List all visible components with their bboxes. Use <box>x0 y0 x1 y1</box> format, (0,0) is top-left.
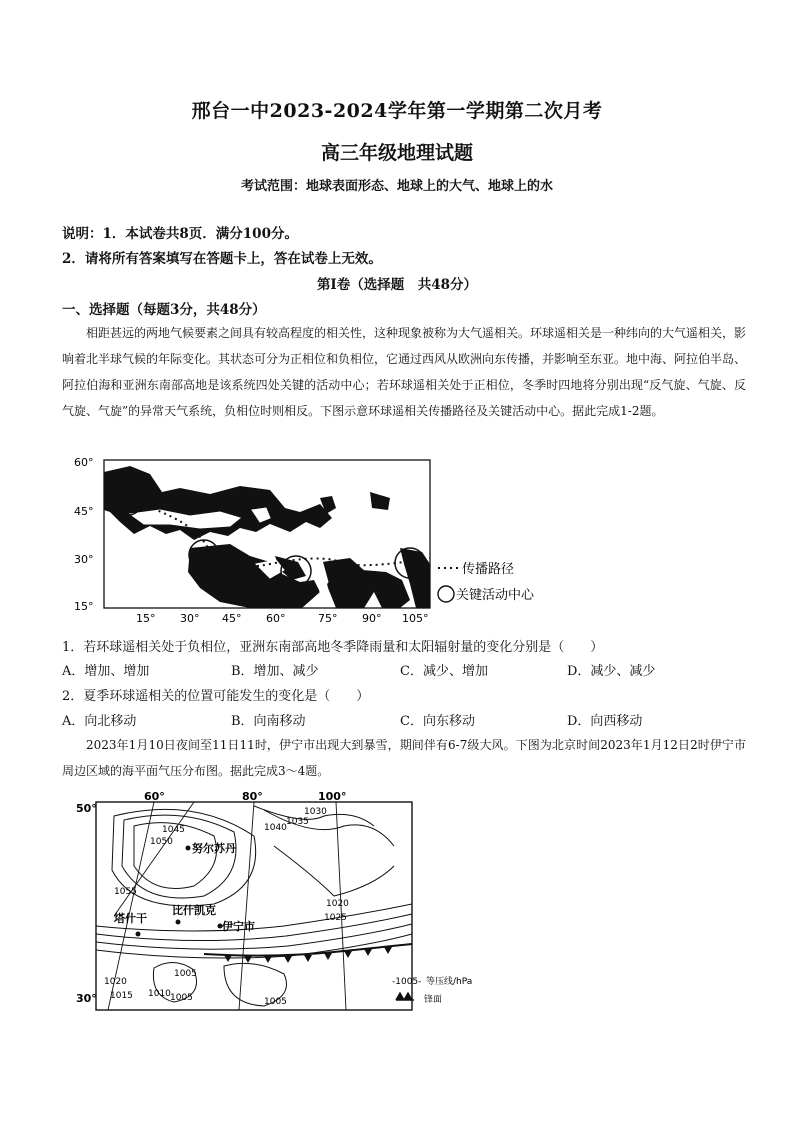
isobar-label: 1045 <box>162 825 185 835</box>
question-2: 2．夏季环球遥相关的位置可能发生的变化是（ ） <box>62 689 370 704</box>
legend-center-symbol <box>438 586 454 602</box>
isobar-label: 1020 <box>326 899 349 909</box>
pressure-map <box>74 786 484 1018</box>
place-bishkek: 比什凯克 <box>172 904 216 917</box>
map1-lon-label: 30° <box>180 612 200 625</box>
isobar-label: 1005 <box>170 993 193 1003</box>
exam-scope: 考试范围：地球表面形态、地球上的大气、地球上的水 <box>240 179 553 194</box>
nur-sultan-dot <box>186 846 191 851</box>
note-2: 2．请将所有答案填写在答题卡上，答在试卷上无效。 <box>62 251 382 267</box>
isobar-label: 1055 <box>114 887 137 897</box>
q1-option-a[interactable]: A．增加、增加 <box>62 664 150 679</box>
note-1: 说明：1．本试卷共8页．满分100分。 <box>62 226 298 242</box>
map1-lon-label: 105° <box>402 612 429 625</box>
map2-lat-label: 30° <box>76 992 97 1005</box>
passage-1: 相距甚远的两地气候要素之间具有较高程度的相关性，这种现象被称为大气遥相关。环球遥相关是一种纬向的大气遥相关，影响着北半球气候的年际变化。其状态可分为正相位和负相位，它通过西风从欧洲向东传播，并影响至东亚。地中海、阿拉伯半岛、阿拉伯海和亚洲东南部高地是该系统四处关键的活动中心；若环球遥相关处于正相位，冬季时四地将分别出现“反气旋、气旋、反气旋、气旋”的异常天气系统，负相位时则相反。下图示意环球遥相关传播路径及关键活动中心。据此完成1-2题。 <box>62 326 747 418</box>
isobar-label: 1015 <box>110 991 133 1001</box>
map1-lon-label: 90° <box>362 612 382 625</box>
place-tashkent: 塔什干 <box>114 912 147 925</box>
isobar-label: 1025 <box>324 913 347 923</box>
isobar-label: 1005 <box>264 997 287 1007</box>
legend-isobar-value: -1005- <box>392 977 422 987</box>
bishkek-dot <box>176 920 181 925</box>
map1-lon-label: 45° <box>222 612 242 625</box>
legend-isobar-label: 等压线/hPa <box>426 977 473 987</box>
q1-option-b[interactable]: B．增加、减少 <box>231 664 319 679</box>
passage-2: 2023年1月10日夜间至11日11时，伊宁市出现大到暴雪，期间伴有6-7级大风。下图为北京时间2023年1月12日2时伊宁市周边区域的海平面气压分布图。据此完成3～4题。 <box>62 738 746 778</box>
isobar-label: 1030 <box>304 807 327 817</box>
map1-lat-label: 45° <box>74 505 94 518</box>
map2-lon-label: 60° <box>144 790 165 803</box>
legend-center-label: 关键活动中心 <box>456 588 535 603</box>
map2-lat-label: 50° <box>76 802 97 815</box>
place-nur-sultan: 努尔苏丹 <box>192 842 236 855</box>
place-yining: 伊宁市 <box>222 920 255 933</box>
map1-lat-label: 15° <box>74 600 94 613</box>
map1-lat-label: 30° <box>74 553 94 566</box>
map2-lon-label: 80° <box>242 790 263 803</box>
map1-lon-label: 75° <box>318 612 338 625</box>
q2-option-b[interactable]: B．向南移动 <box>231 714 306 729</box>
q2-option-d[interactable]: D．向西移动 <box>567 714 643 729</box>
isobar-label: 1020 <box>104 977 127 987</box>
isobar-label: 1005 <box>174 969 197 979</box>
q2-option-a[interactable]: A．向北移动 <box>62 714 137 729</box>
tashkent-dot <box>136 932 141 937</box>
teleconnection-map <box>70 452 560 625</box>
map2-frame <box>96 802 412 1010</box>
map1-lon-label: 60° <box>266 612 286 625</box>
section-title: 第Ⅰ卷（选择题 共48分） <box>316 277 478 293</box>
q2-option-c[interactable]: C．向东移动 <box>400 714 475 729</box>
map1-lat-label: 60° <box>74 456 94 469</box>
isobar-label: 1040 <box>264 823 287 833</box>
map1-lon-label: 15° <box>136 612 156 625</box>
legend-front-label: 锋面 <box>424 995 443 1005</box>
exam-subtitle: 高三年级地理试题 <box>320 142 473 164</box>
map2-lon-label: 100° <box>318 790 347 803</box>
part-title: 一、选择题（每题3分，共48分） <box>62 302 266 318</box>
exam-title: 邢台一中2023-2024学年第一学期第二次月考 <box>191 100 603 122</box>
isobar-label: 1035 <box>286 817 309 827</box>
legend-path-label: 传播路径 <box>462 562 515 577</box>
question-1: 1．若环球遥相关处于负相位，亚洲东南部高地冬季降雨量和太阳辐射量的变化分别是（ ） <box>62 640 604 655</box>
q1-option-c[interactable]: C．减少、增加 <box>400 664 488 679</box>
isobar-label: 1010 <box>148 989 171 999</box>
isobar-label: 1050 <box>150 837 173 847</box>
q1-option-d[interactable]: D．减少、减少 <box>567 664 656 679</box>
